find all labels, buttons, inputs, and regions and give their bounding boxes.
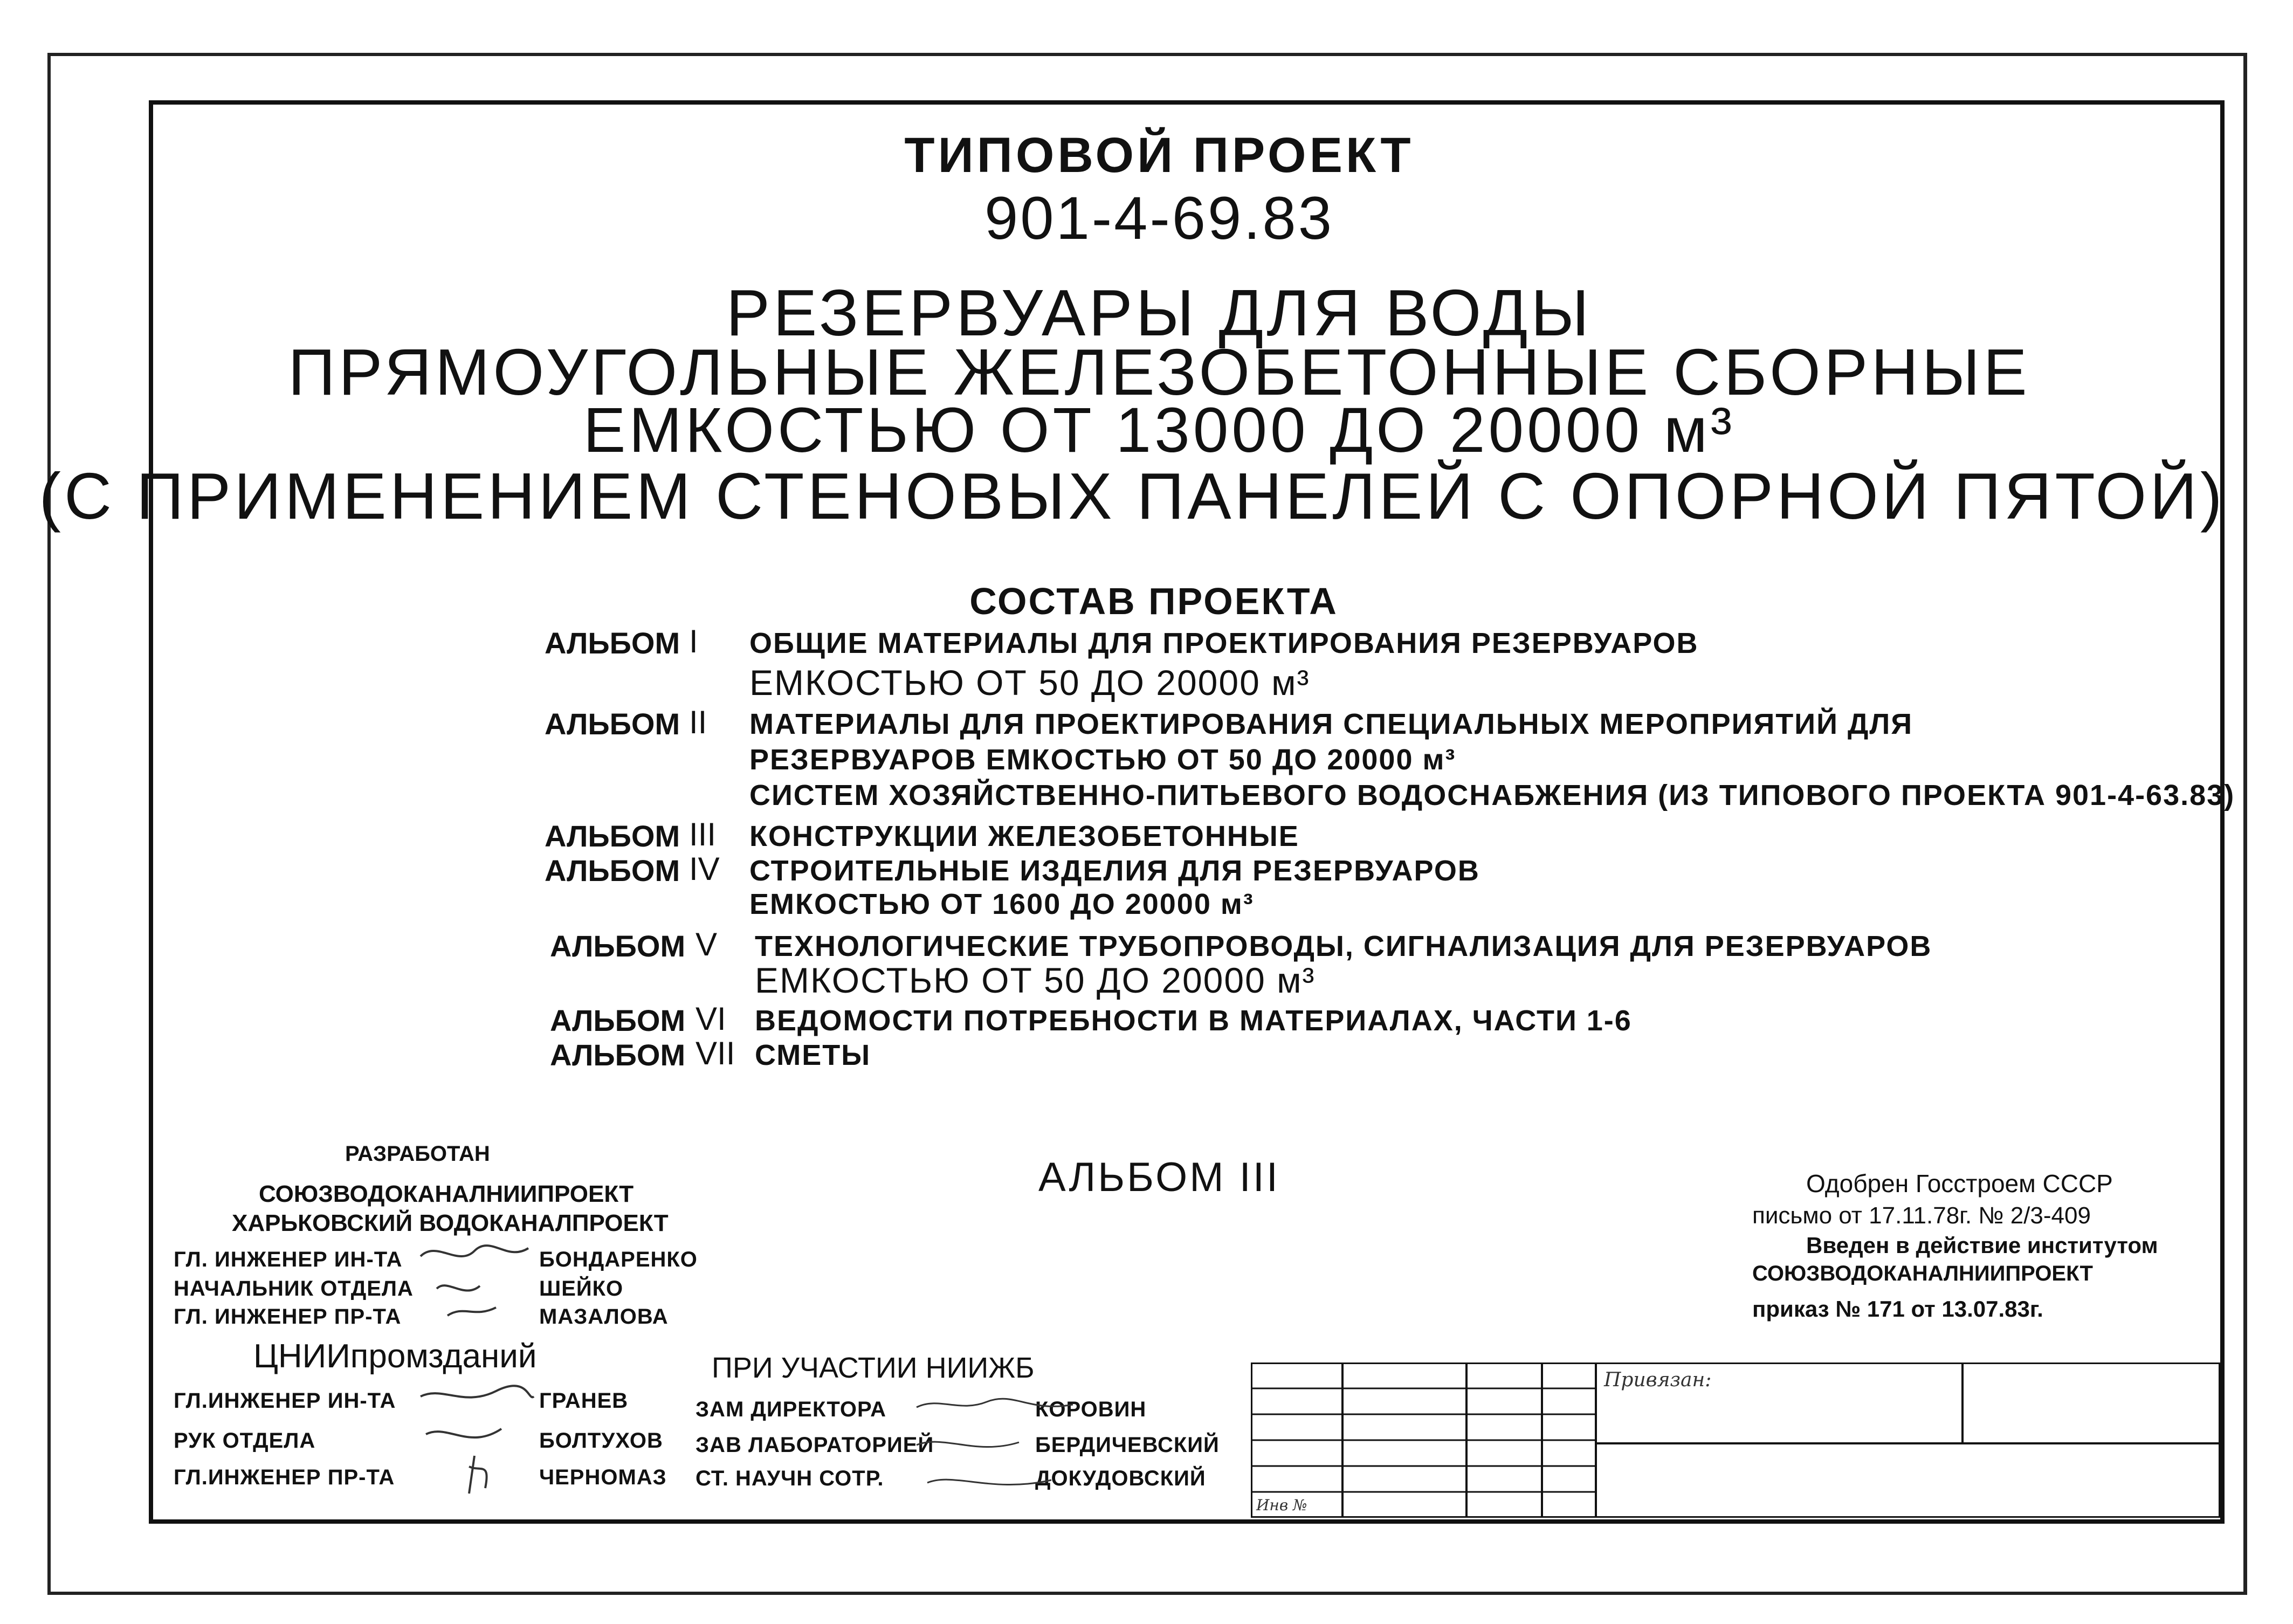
album-label: АЛЬБОМ [550,1038,686,1072]
album-line: РЕЗЕРВУАРОВ ЕМКОСТЬЮ ОТ 50 ДО 20000 м³ [749,744,1456,776]
title-line-3: ЕМКОСТЬЮ ОТ 13000 ДО 20000 м³ [583,395,1736,466]
title-line-1: РЕЗЕРВУАРЫ ДЛЯ ВОДЫ [726,276,1593,349]
staff-name: БЕРДИЧЕВСКИЙ [1035,1433,1220,1457]
title-stamp [1251,1362,2220,1518]
staff-role: ЗАМ ДИРЕКТОРА [696,1398,886,1421]
approval-line: Введен в действие институтом [1806,1233,2158,1258]
album-mark: АЛЬБОМ III [1038,1154,1280,1200]
album-roman: II [689,704,707,740]
attached-label: Привязан: [1604,1369,1712,1391]
approval-line: приказ № 171 от 13.07.83г. [1752,1296,2043,1322]
approval-line: письмо от 17.11.78г. № 2/3-409 [1752,1202,2091,1229]
album-roman: IV [689,851,720,887]
signature-mark [410,1380,539,1499]
album-label: АЛЬБОМ [545,854,680,887]
album-label: АЛЬБОМ [550,1003,686,1037]
developer-heading: РАЗРАБОТАН [345,1142,490,1166]
title-line-4: (С ПРИМЕНЕНИЕМ СТЕНОВЫХ ПАНЕЛЕЙ С ОПОРНОЙ ПЯТОЙ) [39,459,2226,533]
album-line: СТРОИТЕЛЬНЫЕ ИЗДЕЛИЯ ДЛЯ РЕЗЕРВУАРОВ [749,855,1480,887]
project-type: ТИПОВОЙ ПРОЕКТ [904,128,1414,183]
album-line: СМЕТЫ [755,1039,871,1071]
staff-name: ШЕЙКО [539,1277,624,1300]
album-roman: I [689,623,698,659]
album-line: ЕМКОСТЬЮ ОТ 1600 ДО 20000 м³ [749,888,1254,920]
composition-heading: СОСТАВ ПРОЕКТА [969,580,1338,622]
album-line: ВЕДОМОСТИ ПОТРЕБНОСТИ В МАТЕРИАЛАХ, ЧАСТИ 1-6 [755,1004,1632,1037]
album-line: КОНСТРУКЦИИ ЖЕЛЕЗОБЕТОННЫЕ [749,820,1299,852]
project-number: 901-4-69.83 [984,184,1334,252]
participation: ПРИ УЧАСТИИ НИИЖБ [712,1352,1035,1384]
developer-org-3: ЦНИИпромзданий [253,1338,537,1375]
title-line-2: ПРЯМОУГОЛЬНЫЕ ЖЕЛЕЗОБЕТОННЫЕ СБОРНЫЕ [288,335,2030,409]
album-label: АЛЬБОМ [545,626,680,660]
album-roman: VII [696,1035,735,1071]
staff-name: КОРОВИН [1035,1398,1147,1421]
album-line: ЕМКОСТЬЮ ОТ 50 ДО 20000 м³ [749,663,1310,703]
staff-role: ГЛ.ИНЖЕНЕР ПР-ТА [174,1465,395,1489]
album-line: ОБЩИЕ МАТЕРИАЛЫ ДЛЯ ПРОЕКТИРОВАНИЯ РЕЗЕРВУАРОВ [749,627,1699,659]
signature-mark [415,1235,539,1321]
staff-name: ДОКУДОВСКИЙ [1035,1467,1206,1490]
approval-line: Одобрен Госстроем СССР [1806,1169,2113,1198]
album-roman: III [689,816,717,852]
developer-org-2: ХАРЬКОВСКИЙ ВОДОКАНАЛПРОЕКТ [232,1210,669,1236]
album-line: СИСТЕМ ХОЗЯЙСТВЕННО-ПИТЬЕВОГО ВОДОСНАБЖЕНИЯ (ИЗ ТИПОВОГО ПРОЕКТА 901-4-63.83) [749,779,2235,811]
album-roman: VI [696,1001,726,1037]
album-line: ЕМКОСТЬЮ ОТ 50 ДО 20000 м³ [755,960,1316,1000]
album-line: МАТЕРИАЛЫ ДЛЯ ПРОЕКТИРОВАНИЯ СПЕЦИАЛЬНЫХ МЕРОПРИЯТИЙ ДЛЯ [749,708,1913,740]
staff-role: ГЛ. ИНЖЕНЕР ИН-ТА [174,1248,403,1271]
stamp-grid [1251,1362,2220,1518]
approval-line: СОЮЗВОДОКАНАЛНИИПРОЕКТ [1752,1262,2093,1285]
staff-role: СТ. НАУЧН СОТР. [696,1467,884,1490]
staff-name: МАЗАЛОВА [539,1305,669,1329]
album-label: АЛЬБОМ [545,707,680,741]
album-label: АЛЬБОМ [550,929,686,963]
album-roman: V [696,926,718,962]
staff-role: ГЛ.ИНЖЕНЕР ИН-ТА [174,1389,396,1413]
album-label: АЛЬБОМ [545,819,680,853]
album-line: ТЕХНОЛОГИЧЕСКИЕ ТРУБОПРОВОДЫ, СИГНАЛИЗАЦИЯ ДЛЯ РЕЗЕРВУАРОВ [755,930,1932,962]
staff-role: ЗАВ ЛАБОРАТОРИЕЙ [696,1433,934,1457]
inventory-label: Инв № [1256,1496,1307,1514]
staff-name: БОЛТУХОВ [539,1429,663,1453]
staff-name: БОНДАРЕНКО [539,1248,698,1271]
signature-mark [911,1391,1084,1499]
staff-role: НАЧАЛЬНИК ОТДЕЛА [174,1277,414,1300]
developer-org-1: СОЮЗВОДОКАНАЛНИИПРОЕКТ [259,1181,634,1207]
staff-name: ГРАНЕВ [539,1389,629,1413]
staff-role: РУК ОТДЕЛА [174,1429,316,1453]
staff-name: ЧЕРНОМАЗ [539,1465,667,1489]
staff-role: ГЛ. ИНЖЕНЕР ПР-ТА [174,1305,402,1329]
